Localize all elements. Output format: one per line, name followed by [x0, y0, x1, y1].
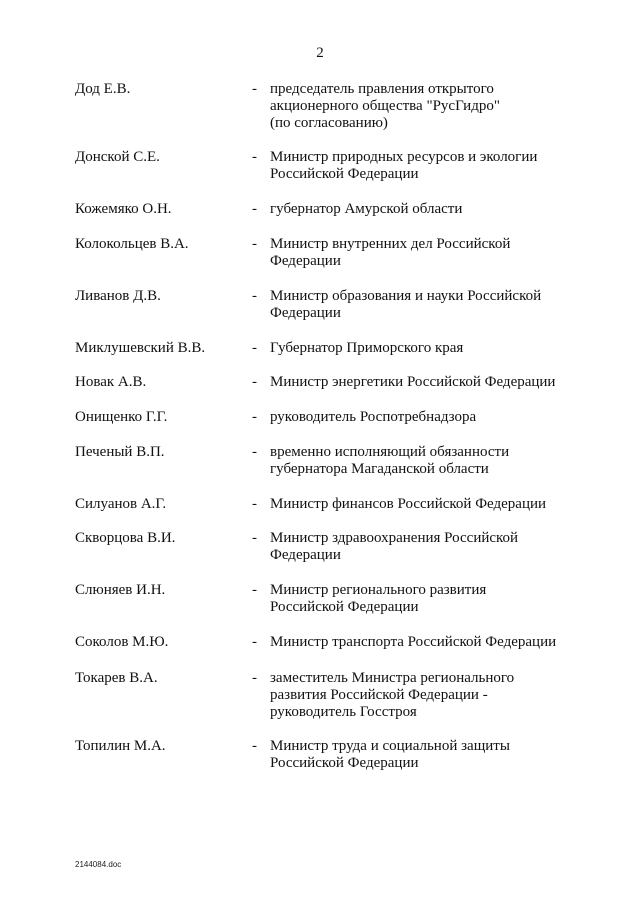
- member-name: Дод Е.В.: [75, 81, 131, 97]
- member-role: [270, 444, 509, 478]
- member-role: [270, 582, 486, 616]
- role-line: заместитель Министра регионального: [270, 670, 515, 686]
- dash-separator: -: [252, 374, 257, 390]
- member-role: [270, 288, 541, 322]
- role-line: Министр финансов Российской Федерации: [270, 496, 547, 512]
- role-line: Российской Федерации: [270, 599, 419, 615]
- role-line: Федерации: [270, 305, 341, 321]
- member-name: Топилин М.А.: [75, 738, 166, 754]
- dash-separator: -: [252, 496, 257, 512]
- member-role: [270, 201, 462, 218]
- role-line: губернатор Амурской области: [270, 201, 463, 217]
- member-role: [270, 149, 537, 183]
- role-line: Министр труда и социальной защиты: [270, 738, 510, 754]
- member-role: [270, 236, 510, 270]
- member-name: Ливанов Д.В.: [75, 288, 161, 304]
- role-line: руководитель Роспотребнадзора: [270, 409, 477, 425]
- member-name: Силуанов А.Г.: [75, 496, 167, 512]
- role-line: председатель правления открытого: [270, 81, 494, 97]
- role-line: Министр внутренних дел Российской: [270, 236, 511, 252]
- member-role: [270, 340, 463, 357]
- member-name: Токарев В.А.: [75, 670, 158, 686]
- dash-separator: -: [252, 236, 257, 252]
- member-name: Новак А.В.: [75, 374, 147, 390]
- role-line: руководитель Госстроя: [270, 704, 417, 720]
- member-role: [270, 670, 514, 721]
- member-name: Печеный В.П.: [75, 444, 165, 460]
- member-role: [270, 409, 476, 426]
- dash-separator: -: [252, 288, 257, 304]
- dash-separator: -: [252, 530, 257, 546]
- page-number: 2: [316, 45, 324, 61]
- member-name: Соколов М.Ю.: [75, 634, 169, 650]
- dash-separator: -: [252, 149, 257, 165]
- dash-separator: -: [252, 444, 257, 460]
- role-line: развития Российской Федерации -: [270, 687, 488, 703]
- dash-separator: -: [252, 201, 257, 217]
- role-line: Министр здравоохранения Российской: [270, 530, 519, 546]
- role-line: Министр природных ресурсов и экологии: [270, 149, 538, 165]
- role-line: Российской Федерации: [270, 166, 419, 182]
- role-line: Российской Федерации: [270, 755, 419, 771]
- role-line: Губернатор Приморского края: [270, 340, 464, 356]
- dash-separator: -: [252, 582, 257, 598]
- dash-separator: -: [252, 409, 257, 425]
- dash-separator: -: [252, 738, 257, 754]
- role-line: Министр образования и науки Российской: [270, 288, 542, 304]
- role-line: Министр транспорта Российской Федерации: [270, 634, 557, 650]
- dash-separator: -: [252, 81, 257, 97]
- document-filename: 2144084.doc: [75, 860, 122, 869]
- role-line: Федерации: [270, 547, 341, 563]
- member-role: [270, 374, 555, 391]
- member-role: [270, 634, 556, 651]
- dash-separator: -: [252, 670, 257, 686]
- member-name: Колокольцев В.А.: [75, 236, 189, 252]
- member-name: Онищенко Г.Г.: [75, 409, 168, 425]
- role-line: временно исполняющий обязанности: [270, 444, 510, 460]
- member-role: [270, 81, 500, 132]
- member-role: [270, 530, 518, 564]
- member-name: Слюняев И.Н.: [75, 582, 166, 598]
- member-role: [270, 496, 546, 513]
- role-line: Министр энергетики Российской Федерации: [270, 374, 556, 390]
- dash-separator: -: [252, 634, 257, 650]
- member-name: Кожемяко О.Н.: [75, 201, 172, 217]
- role-line: Министр регионального развития: [270, 582, 487, 598]
- dash-separator: -: [252, 340, 257, 356]
- member-name: Донской С.Е.: [75, 149, 160, 165]
- role-line: (по согласованию): [270, 115, 388, 131]
- role-line: акционерного общества "РусГидро": [270, 98, 500, 114]
- role-line: Федерации: [270, 253, 341, 269]
- role-line: губернатора Магаданской области: [270, 461, 489, 477]
- member-name: Миклушевский В.В.: [75, 340, 206, 356]
- member-name: Скворцова В.И.: [75, 530, 176, 546]
- member-role: [270, 738, 510, 772]
